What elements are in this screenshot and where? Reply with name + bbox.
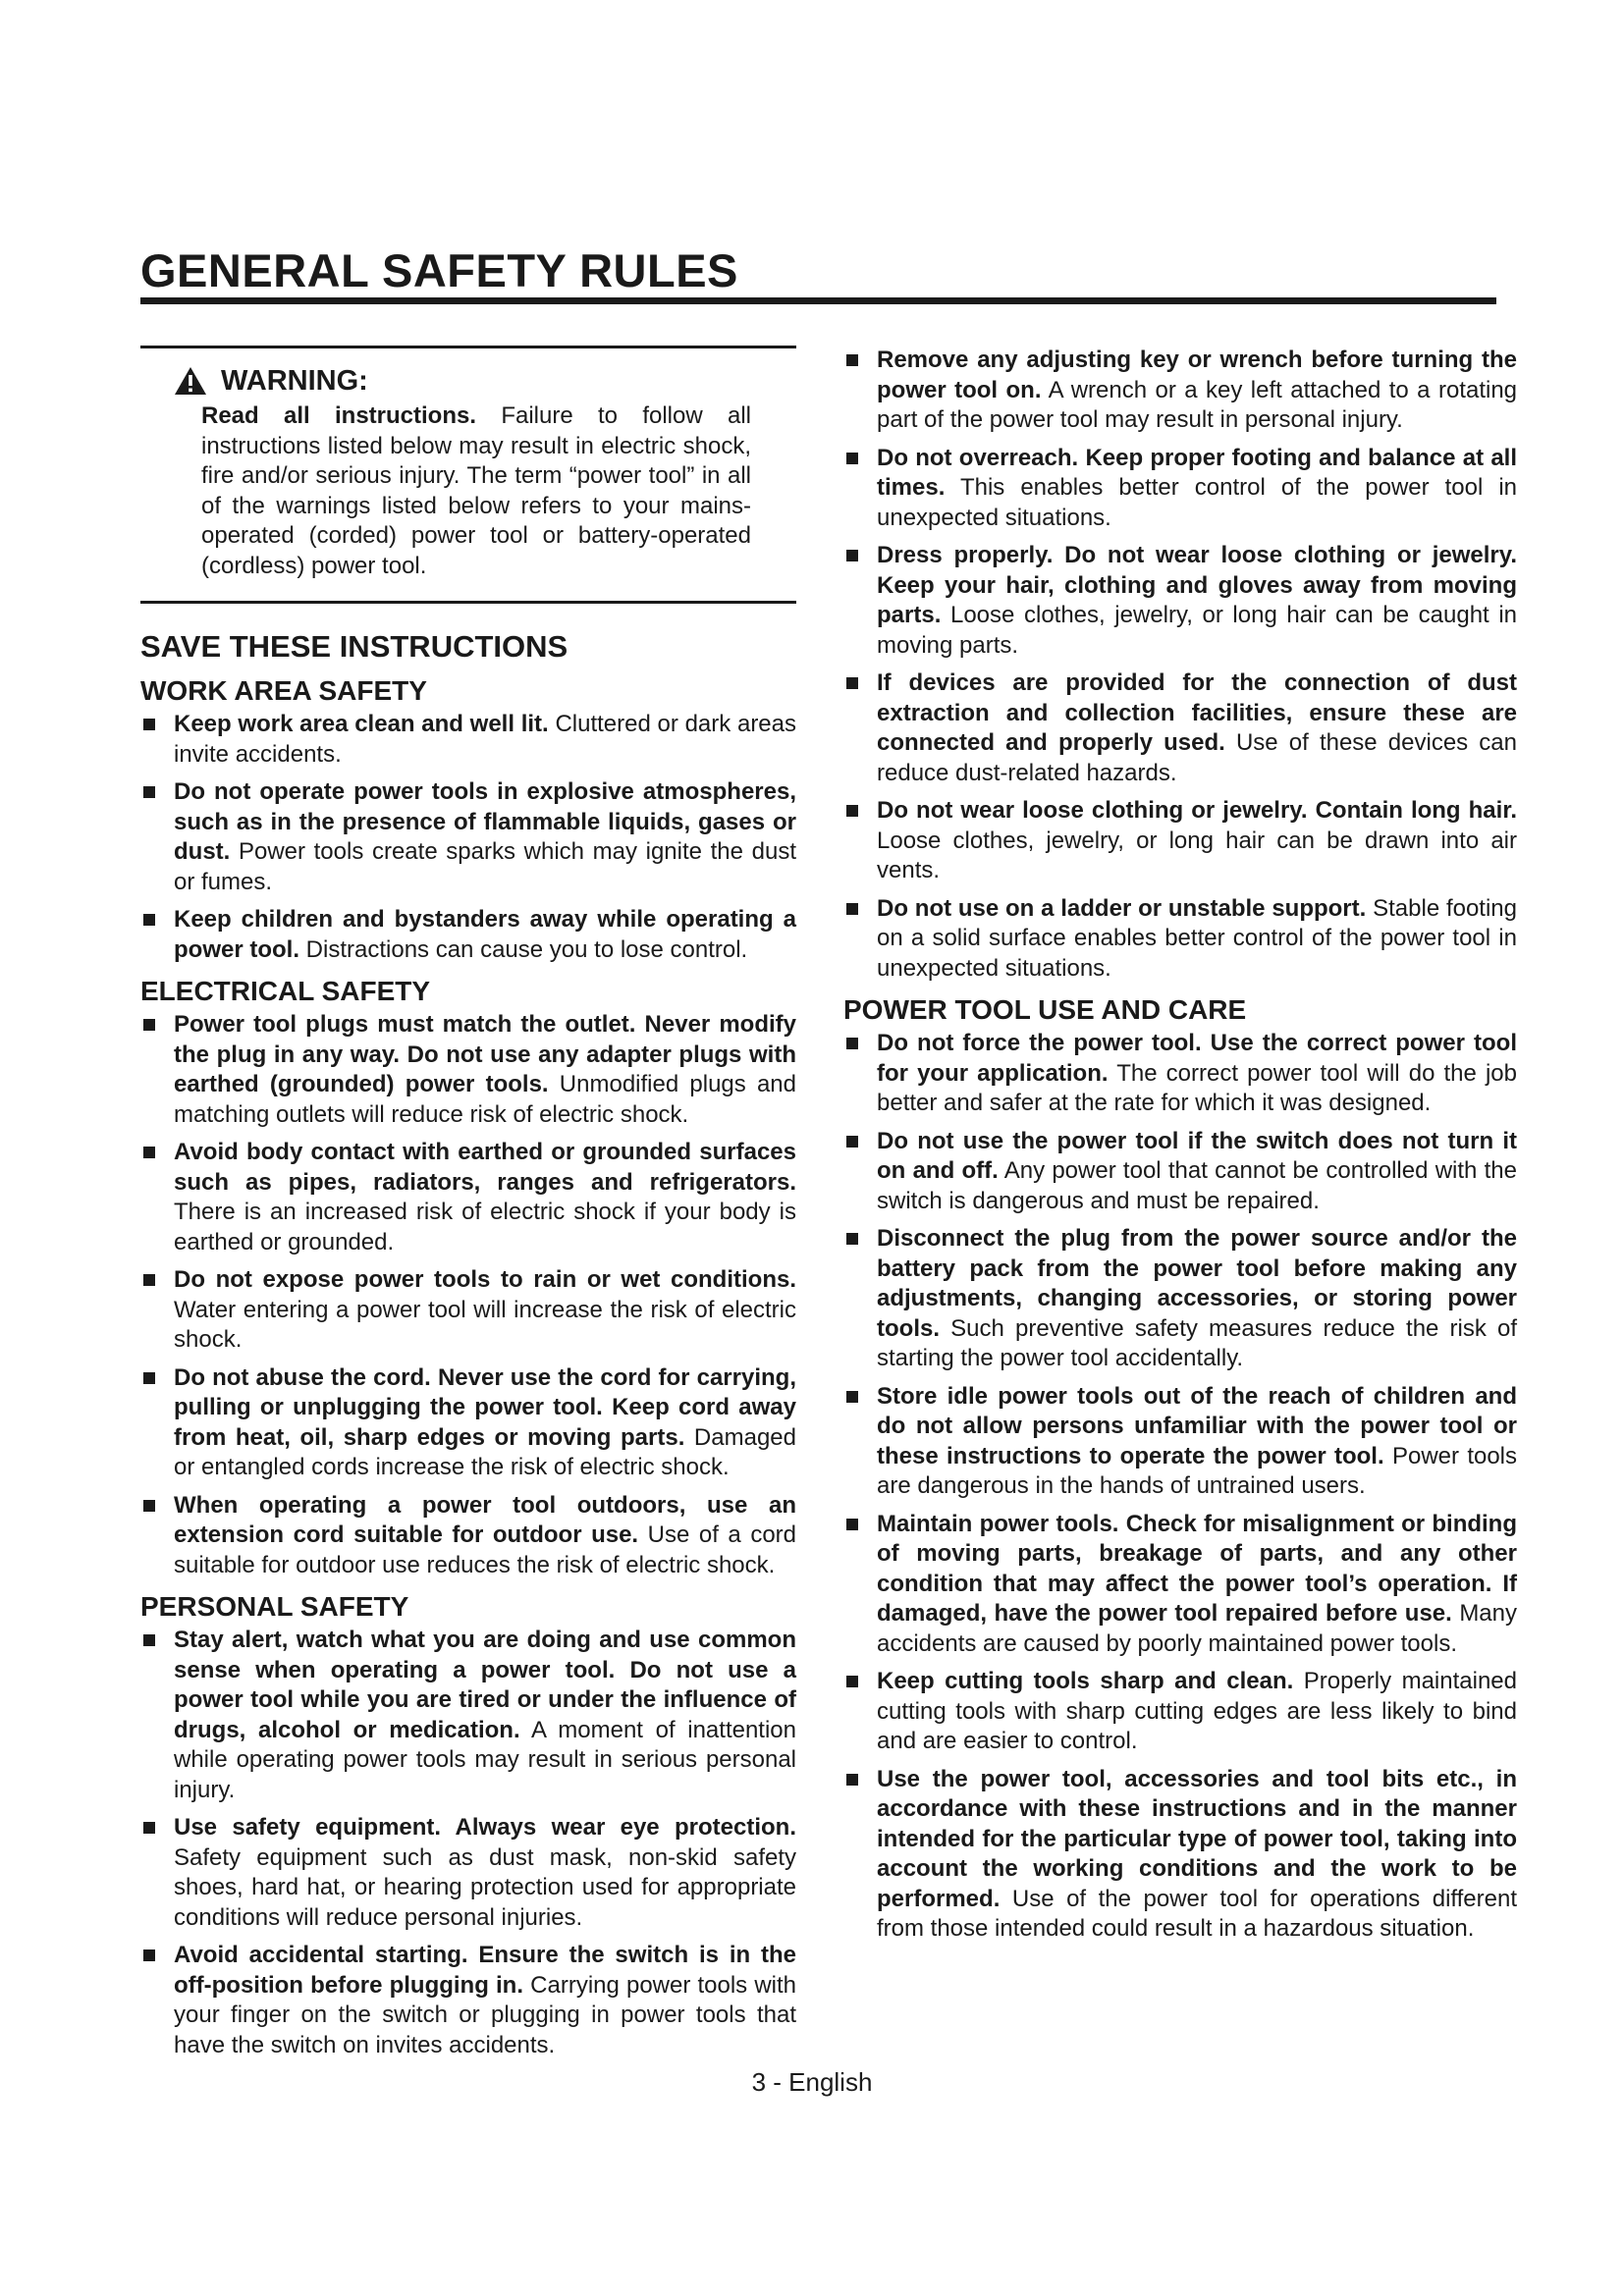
list-item	[843, 668, 1517, 788]
list-item	[843, 541, 1517, 661]
left-column	[140, 346, 796, 2068]
item-text: Many accidents are caused by poorly maintained power tools.	[877, 1600, 1517, 1657]
item-bold: Dress properly. Do not wear loose clothing or jewelry. Keep your hair, clothing and gloves away from moving parts.	[877, 542, 1517, 628]
work-area-list	[140, 710, 796, 965]
item-bold: Keep cutting tools sharp and clean.	[877, 1668, 1294, 1694]
item-bold: Use the power tool, accessories and tool bits etc., in accordance with these instructions and in the manner intended for the particular type of power tool, taking into account the working conditions and the work to be performed.	[877, 1765, 1517, 1912]
item-bold: Disconnect the plug from the power source and/or the battery pack from the power tool before making any adjustments, changing accessories, or storing power tools.	[877, 1225, 1517, 1342]
item-text: Distractions can cause you to lose control.	[305, 935, 748, 963]
list-item	[140, 1626, 796, 1805]
list-item	[140, 1010, 796, 1130]
list-item	[843, 444, 1517, 534]
item-text: Any power tool that cannot be controlled with the switch is dangerous and must be repaired.	[877, 1157, 1517, 1214]
list-item	[140, 905, 796, 965]
personal-list-left	[140, 1626, 796, 2060]
warning-triangle-icon	[174, 366, 207, 396]
item-bold: Do not use on a ladder or unstable support.	[877, 894, 1367, 922]
item-bold: Avoid accidental starting. Ensure the switch is in the off-position before plugging in.	[174, 1942, 796, 1999]
list-item	[140, 1265, 796, 1356]
page-title: GENERAL SAFETY RULES	[140, 244, 738, 296]
item-text: This enables better control of the power tool in unexpected situations.	[877, 474, 1518, 531]
item-bold: Power tool plugs must match the outlet. Never modify the plug in any way. Do not use any adapter plugs with earthed (grounded) power tools.	[174, 1011, 796, 1097]
warning-box	[140, 346, 796, 604]
list-item	[140, 1363, 796, 1483]
warning-label: WARNING:	[221, 365, 368, 397]
item-text: Use of these devices can reduce dust-related hazards.	[877, 729, 1517, 786]
personal-list-right	[843, 346, 1517, 984]
title-rule	[140, 297, 1496, 304]
item-text: Loose clothes, jewelry, or long hair can be caught in moving parts.	[877, 602, 1518, 659]
list-item	[843, 346, 1517, 436]
item-text: Cluttered or dark areas invite accidents.	[174, 711, 797, 768]
list-item	[140, 1138, 796, 1257]
item-text: The correct power tool will do the job better and safer at the rate for which it was designed.	[877, 1059, 1517, 1116]
item-bold: Use safety equipment. Always wear eye protection.	[174, 1814, 796, 1841]
list-item	[843, 796, 1517, 886]
work-area-heading: WORK AREA SAFETY	[140, 675, 427, 706]
personal-heading: PERSONAL SAFETY	[140, 1591, 409, 1622]
item-text: A moment of inattention while operating power tools may result in serious personal injury.	[174, 1716, 796, 1803]
item-text: Power tools create sparks which may ignite the dust or fumes.	[174, 838, 796, 895]
power-tool-list	[843, 1029, 1517, 1945]
warning-body: Failure to follow all instructions listed below may result in electric shock, fire and/or serious injury. The term “power tool” in all of the warnings listed below refers to your mains-operated (corded) power tool or battery-operated (cordless) power tool.	[201, 402, 752, 579]
item-bold: Avoid body contact with earthed or grounded surfaces such as pipes, radiators, ranges and refrigerators.	[174, 1139, 796, 1196]
item-bold: Remove any adjusting key or wrench before turning the power tool on.	[877, 347, 1517, 403]
item-text: Power tools are dangerous in the hands of untrained users.	[877, 1442, 1518, 1499]
list-item	[843, 1224, 1517, 1374]
right-column	[843, 346, 1517, 1952]
item-bold: Keep work area clean and well lit.	[174, 711, 549, 737]
item-text: Water entering a power tool will increase the risk of electric shock.	[174, 1296, 796, 1353]
item-text: There is an increased risk of electric shock if your body is earthed or grounded.	[174, 1199, 796, 1255]
list-item	[843, 1765, 1517, 1945]
item-text: Use of a cord suitable for outdoor use reduces the risk of electric shock.	[174, 1522, 796, 1578]
list-item	[843, 1029, 1517, 1119]
item-bold: Do not wear loose clothing or jewelry. Contain long hair.	[877, 797, 1517, 824]
list-item	[140, 710, 796, 770]
item-bold: Store idle power tools out of the reach of children and do not allow persons unfamiliar with the power tool or these instructions to operate the power tool.	[877, 1382, 1517, 1469]
item-text: Damaged or entangled cords increase the risk of electric shock.	[174, 1423, 796, 1480]
item-bold: If devices are provided for the connection of dust extraction and collection facilities, ensure these are connected and properly used.	[877, 669, 1517, 756]
item-text: Unmodified plugs and matching outlets will reduce risk of electric shock.	[174, 1071, 796, 1128]
item-text: Use of the power tool for operations different from those intended could result in a hazardous situation.	[877, 1885, 1518, 1942]
page-footer: 3 - English	[751, 2067, 873, 2097]
item-bold: Stay alert, watch what you are doing and use common sense when operating a power tool. Do not use a power tool while you are tired or under the influence of drugs, alcohol or medication.	[174, 1627, 796, 1743]
item-bold: Do not operate power tools in explosive atmospheres, such as in the presence of flammable liquids, gases or dust.	[174, 778, 796, 865]
power-tool-heading: POWER TOOL USE AND CARE	[843, 994, 1247, 1025]
list-item	[140, 1491, 796, 1581]
electrical-heading: ELECTRICAL SAFETY	[140, 976, 431, 1006]
electrical-list	[140, 1010, 796, 1580]
item-text: Carrying power tools with your finger on the switch or plugging in power tools that have the switch on invites accidents.	[174, 1971, 796, 2058]
list-item	[843, 1667, 1517, 1757]
item-bold: Do not force the power tool. Use the correct power tool for your application.	[877, 1030, 1517, 1087]
item-text: A wrench or a key left attached to a rotating part of the power tool may result in personal injury.	[877, 376, 1518, 433]
list-item	[843, 1127, 1517, 1217]
list-item	[140, 777, 796, 897]
list-item	[843, 894, 1517, 985]
list-item	[843, 1510, 1517, 1660]
item-bold: Keep children and bystanders away while operating a power tool.	[174, 906, 796, 963]
item-bold: Do not expose power tools to rain or wet conditions.	[174, 1266, 796, 1293]
item-bold: Do not abuse the cord. Never use the cord for carrying, pulling or unplugging the power tool. Keep cord away from heat, oil, sharp edges or moving parts.	[174, 1363, 796, 1451]
item-text: Properly maintained cutting tools with sharp cutting edges are less likely to bind and are easier to control.	[877, 1668, 1517, 1754]
item-text: Such preventive safety measures reduce the risk of starting the power tool accidentally.	[877, 1314, 1517, 1371]
warning-lead: Read all instructions.	[201, 402, 477, 429]
warning-text	[201, 401, 751, 581]
list-item	[140, 1941, 796, 2060]
item-bold: Do not overreach. Keep proper footing and balance at all times.	[877, 444, 1517, 501]
warning-heading	[174, 362, 796, 400]
list-item	[843, 1382, 1517, 1502]
item-text: Safety equipment such as dust mask, non-skid safety shoes, hard hat, or hearing protection used for appropriate conditions will reduce personal injuries.	[174, 1843, 796, 1931]
list-item	[140, 1813, 796, 1933]
item-bold: When operating a power tool outdoors, use an extension cord suitable for outdoor use.	[174, 1491, 796, 1548]
item-bold: Maintain power tools. Check for misalignment or binding of moving parts, breakage of parts, and any other condition that may affect the power tool’s operation. If damaged, have the power tool repaired before use.	[877, 1510, 1517, 1627]
item-text: Loose clothes, jewelry, or long hair can be drawn into air vents.	[877, 827, 1517, 883]
save-instructions-heading: SAVE THESE INSTRUCTIONS	[140, 629, 568, 664]
item-bold: Do not use the power tool if the switch does not turn it on and off.	[877, 1127, 1517, 1184]
item-text: Stable footing on a solid surface enables better control of the power tool in unexpected situations.	[877, 894, 1518, 982]
